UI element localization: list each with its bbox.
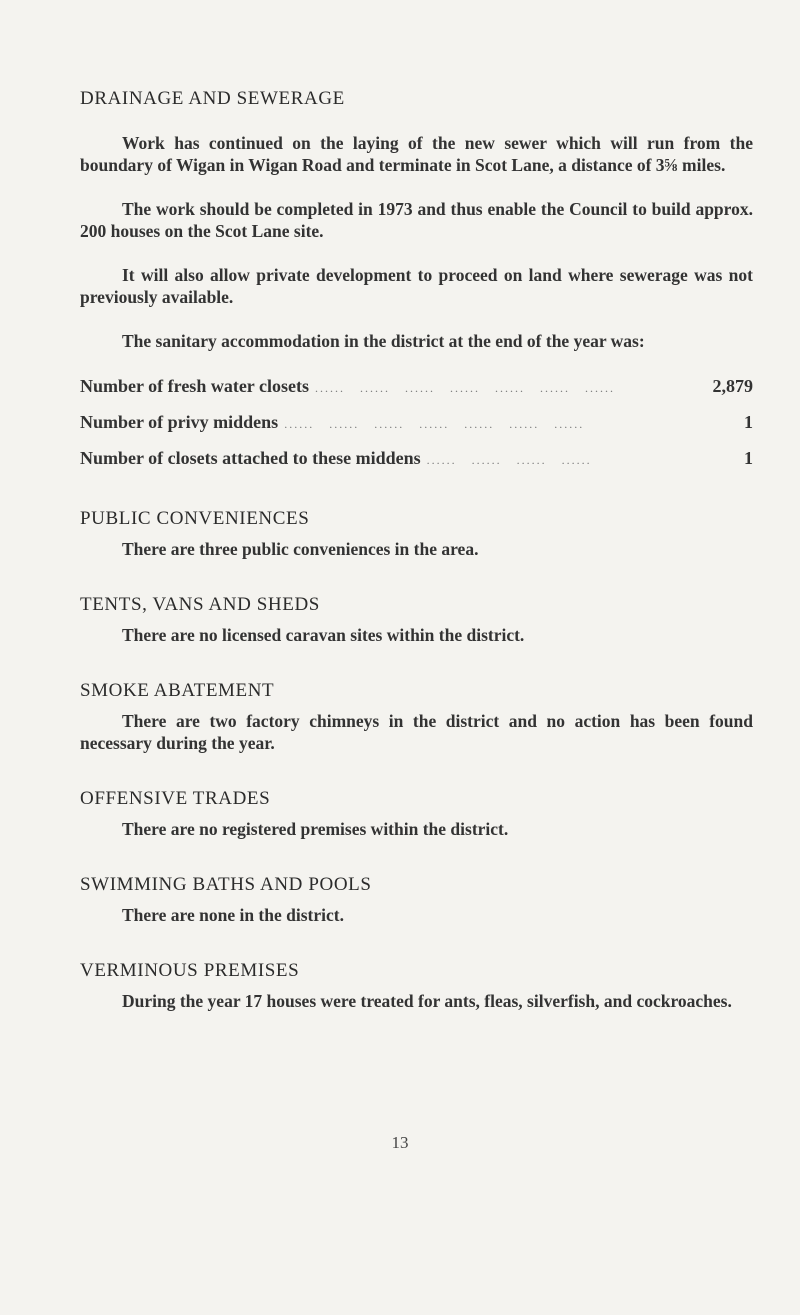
paragraph-smoke-text: There are two factory chimneys in the district and no action has been found necessary during the year. xyxy=(80,711,753,753)
stat-label: Number of fresh water closets xyxy=(80,376,309,396)
heading-verminous-premises: VERMINOUS PREMISES xyxy=(80,960,300,981)
heading-smoke-abatement: SMOKE ABATEMENT xyxy=(80,680,275,701)
page-number: 13 xyxy=(391,1133,409,1152)
paragraph-tents: There are no licensed caravan sites within the district. xyxy=(122,625,525,645)
paragraph-sanitary-intro-text: The sanitary accommodation in the district at the end of the year was: xyxy=(122,331,645,351)
heading-drainage: DRAINAGE AND SEWERAGE xyxy=(80,88,345,109)
paragraph-sewer-work xyxy=(80,132,753,176)
paragraph-private-development-text: It will also allow private development to proceed on land where sewerage was not previously available. xyxy=(80,265,753,307)
paragraph-swimming: There are none in the district. xyxy=(122,905,344,925)
document-page xyxy=(80,88,753,1012)
stat-value: 1 xyxy=(744,448,753,468)
paragraph-sanitary-intro xyxy=(80,330,753,352)
leader-dots: ...... ...... ...... ...... ...... ...... ...... xyxy=(284,417,585,431)
stat-row xyxy=(80,412,753,434)
heading-offensive-trades: OFFENSIVE TRADES xyxy=(80,788,271,809)
paragraph-smoke xyxy=(80,710,753,754)
sanitary-stats-list xyxy=(80,376,753,470)
stat-row xyxy=(80,376,753,398)
paragraph-completion xyxy=(80,198,753,242)
stat-label: Number of privy middens xyxy=(80,412,279,432)
stat-value: 2,879 xyxy=(712,376,753,396)
stat-value: 1 xyxy=(744,412,753,432)
paragraph-public-conveniences: There are three public conveniences in the area. xyxy=(122,539,479,559)
heading-tents-vans-sheds: TENTS, VANS AND SHEDS xyxy=(80,594,320,615)
heading-swimming-baths: SWIMMING BATHS AND POOLS xyxy=(80,874,372,895)
paragraph-verminous-text: During the year 17 houses were treated for ants, fleas, silverfish, and cockroaches. xyxy=(122,991,732,1011)
paragraph-completion-text: The work should be completed in 1973 and thus enable the Council to build approx. 200 houses on the Scot Lane site. xyxy=(80,199,753,241)
paragraph-offensive: There are no registered premises within the district. xyxy=(122,819,509,839)
paragraph-sewer-work-text: Work has continued on the laying of the new sewer which will run from the boundary of Wigan in Wigan Road and terminate in Scot Lane, a distance of 3⅝ miles. xyxy=(80,133,753,175)
stat-label: Number of closets attached to these middens xyxy=(80,448,421,468)
stat-row xyxy=(80,448,753,470)
paragraph-private-development xyxy=(80,264,753,308)
leader-dots: ...... ...... ...... ...... ...... ...... ...... xyxy=(314,381,615,395)
heading-public-conveniences: PUBLIC CONVENIENCES xyxy=(80,508,310,529)
paragraph-verminous xyxy=(80,990,753,1012)
leader-dots: ...... ...... ...... ...... xyxy=(426,453,592,467)
